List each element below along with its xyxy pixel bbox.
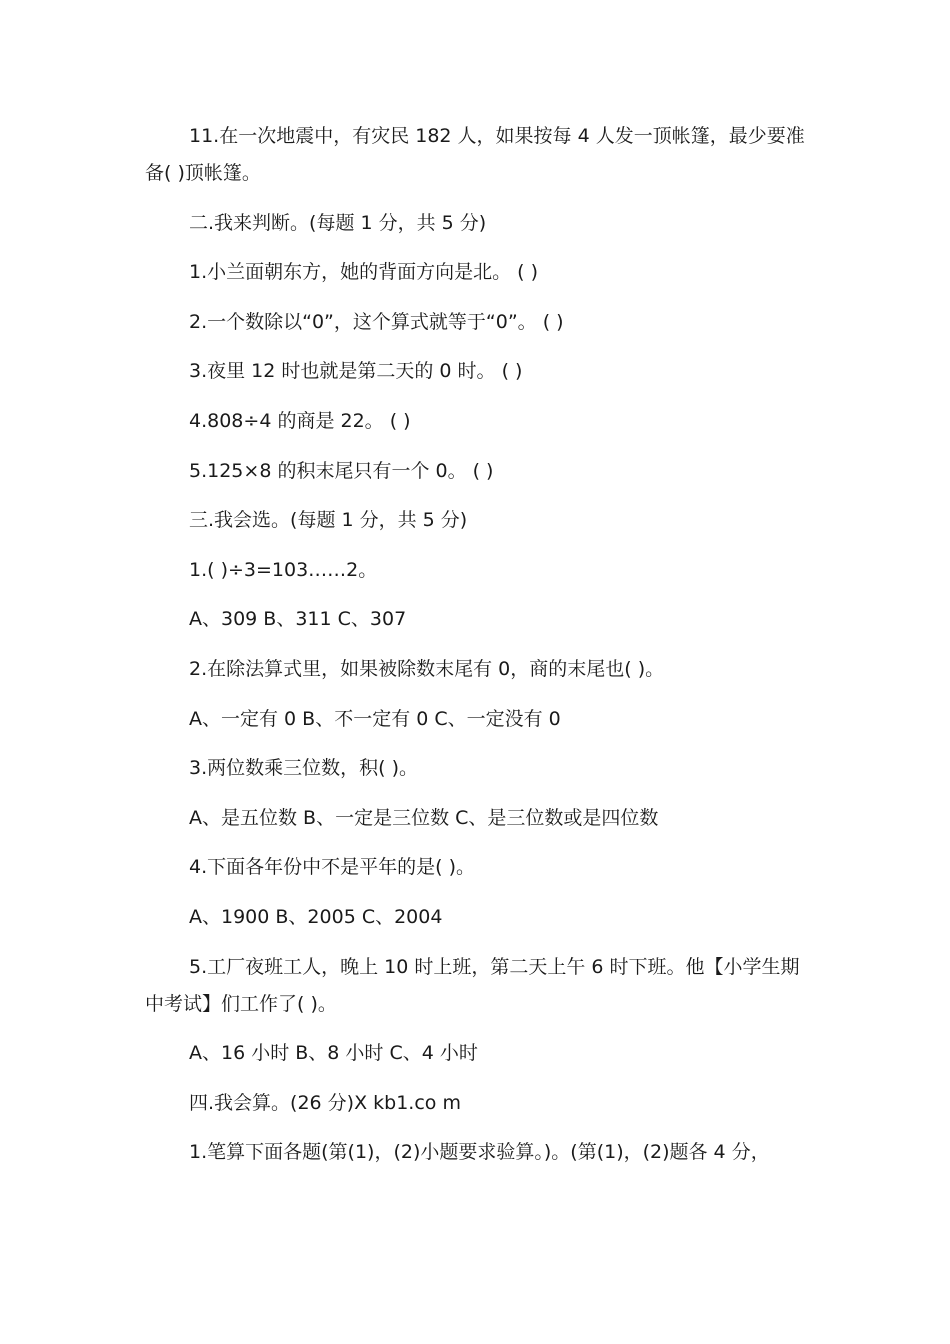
choice-options-3: A、是五位数 B、一定是三位数 C、是三位数或是四位数 — [189, 806, 659, 829]
judge-question-5: 5.125×8 的积末尾只有一个 0。 ( ) — [189, 459, 494, 482]
choice-question-4: 4.下面各年份中不是平年的是( )。 — [189, 856, 475, 879]
choice-options-1: A、309 B、311 C、307 — [189, 608, 407, 631]
choice-options-5: A、16 小时 B、8 小时 C、4 小时 — [189, 1042, 478, 1065]
choice-options-2: A、一定有 0 B、不一定有 0 C、一定没有 0 — [189, 707, 561, 730]
section-2-heading: 二.我来判断。(每题 1 分，共 5 分) — [189, 211, 487, 234]
document-body — [145, 118, 810, 1184]
judge-question-1: 1.小兰面朝东方，她的背面方向是北。 ( ) — [189, 261, 539, 284]
choice-question-1: 1.( )÷3=103……2。 — [189, 558, 378, 581]
choice-question-5: 5.工厂夜班工人，晚上 10 时上班，第二天上午 6 时下班。他【小学生期中考试】们工作了( )。 — [145, 955, 800, 1015]
choice-question-3: 3.两位数乘三位数，积( )。 — [189, 757, 418, 780]
calc-question-1: 1.笔算下面各题(第(1)，(2)小题要求验算。)。(第(1)，(2)题各 4 分， — [189, 1141, 770, 1164]
choice-question-2: 2.在除法算式里，如果被除数末尾有 0，商的末尾也( )。 — [189, 657, 665, 680]
choice-options-4: A、1900 B、2005 C、2004 — [189, 905, 443, 928]
section-4-heading: 四.我会算。(26 分)X kb1.co m — [189, 1091, 461, 1114]
section-3-heading: 三.我会选。(每题 1 分，共 5 分) — [189, 509, 468, 532]
question-11: 11.在一次地震中，有灾民 182 人，如果按每 4 人发一顶帐篷，最少要准备( )顶帐篷。 — [145, 125, 805, 184]
judge-question-3: 3.夜里 12 时也就是第二天的 0 时。 ( ) — [189, 360, 523, 383]
judge-question-2: 2.一个数除以“0”，这个算式就等于“0”。 ( ) — [189, 310, 564, 333]
judge-question-4: 4.808÷4 的商是 22。 ( ) — [189, 409, 411, 432]
